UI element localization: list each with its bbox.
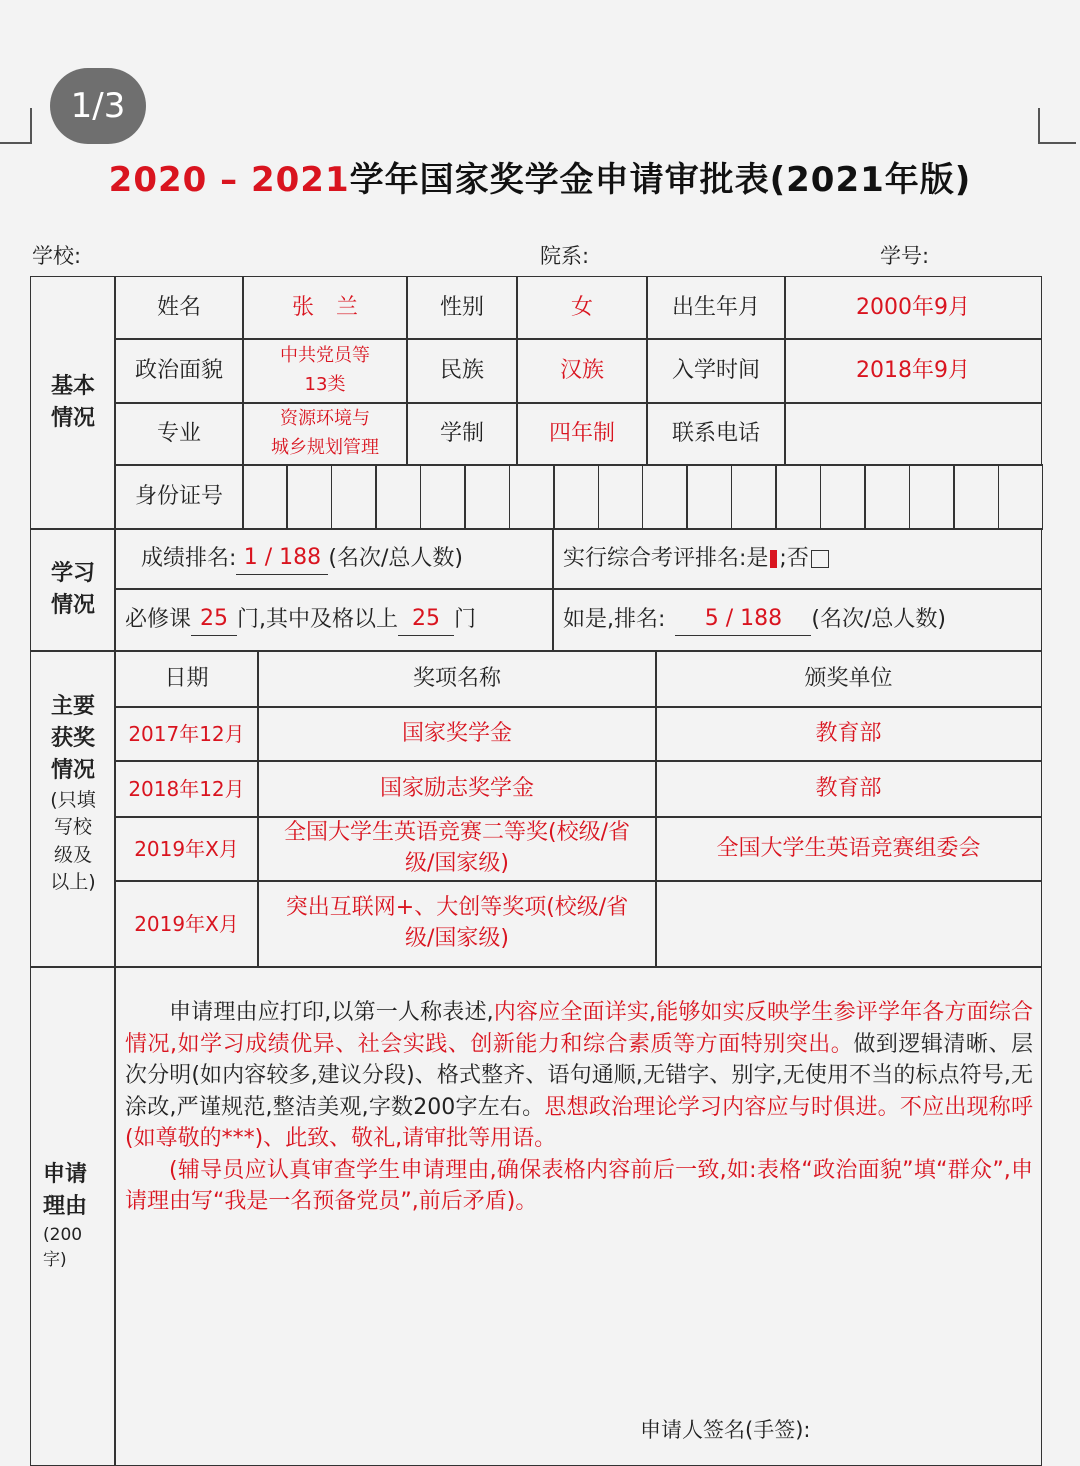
- id-digit-box[interactable]: [331, 464, 377, 530]
- if-yes-label: 如是,排名:: [563, 606, 666, 632]
- major-label: 专业: [114, 402, 244, 466]
- required-unit: 门: [454, 606, 477, 632]
- form-title: [0, 152, 1080, 201]
- signature-label: 申请人签名(手签):: [640, 1418, 811, 1442]
- school-label: 学校:: [32, 244, 82, 268]
- id-digit-box[interactable]: [775, 464, 821, 530]
- reason-text-area[interactable]: [114, 966, 1042, 1466]
- award-row-4-name[interactable]: 突出互联网+、大创等奖项(校级/省级/国家级): [257, 880, 657, 968]
- section-study: [30, 528, 116, 652]
- enroll-label: 入学时间: [646, 338, 786, 404]
- title-text: 学年国家奖学金申请审批表(2021年版): [349, 160, 972, 200]
- passed-count[interactable]: 25: [398, 604, 454, 636]
- section-awards: [30, 650, 116, 968]
- id-digit-box[interactable]: [642, 464, 688, 530]
- award-header-issuer: 颁奖单位: [655, 650, 1042, 708]
- political-value-line1: 中共党员等: [280, 345, 370, 367]
- section-awards-note3: 级及: [53, 843, 92, 866]
- section-basic-line1: 基本: [50, 374, 95, 400]
- id-digit-box[interactable]: [598, 464, 644, 530]
- phone-label: 联系电话: [646, 402, 786, 466]
- required-count[interactable]: 25: [191, 604, 237, 636]
- eval-rank-value[interactable]: 5 / 188: [675, 604, 811, 636]
- student-id-label: 学号:: [880, 244, 930, 268]
- reason-paragraph-1: [125, 997, 1033, 1155]
- award-row-2-issuer[interactable]: 教育部: [655, 760, 1042, 818]
- reason-p1-red1: 内容应全面详实,能够如实反映学生参评学年各方面综合情况,如学习成绩优异、社会实践、创新能力和综合素质等方面特别突出。: [125, 1000, 1033, 1057]
- gender-value[interactable]: 女: [516, 276, 648, 340]
- rank-value[interactable]: 1 / 188: [236, 543, 328, 575]
- eval-rank-cell: [552, 588, 1042, 652]
- application-form: [30, 276, 1042, 1456]
- reason-p1-red2: 思想政治理论学习内容应与时俱进。不应出现称呼(如尊敬的***)、此致、敬礼,请审批等用语。: [125, 1094, 1033, 1151]
- grade-rank-cell: [114, 528, 554, 590]
- id-digit-box[interactable]: [375, 464, 421, 530]
- id-label: 身份证号: [114, 464, 244, 530]
- ethnic-label: 民族: [406, 338, 518, 404]
- id-digit-box[interactable]: [820, 464, 866, 530]
- id-digit-box[interactable]: [864, 464, 910, 530]
- phone-value[interactable]: [784, 402, 1042, 466]
- birth-label: 出生年月: [646, 276, 786, 340]
- page-indicator: 1/3: [50, 68, 146, 144]
- section-awards-note4: 以上): [50, 871, 96, 894]
- id-digit-box[interactable]: [998, 464, 1044, 530]
- name-label: 姓名: [114, 276, 244, 340]
- id-digit-box[interactable]: [909, 464, 955, 530]
- enroll-value[interactable]: 2018年9月: [784, 338, 1042, 404]
- section-awards-line1: 主要: [50, 694, 95, 720]
- eval-no-checkbox[interactable]: [811, 550, 829, 568]
- award-row-3-name[interactable]: 全国大学生英语竞赛二等奖(校级/省级/国家级): [257, 816, 657, 882]
- eval-label: 实行综合考评排名:是: [563, 545, 769, 571]
- required-label: 必修课: [125, 606, 192, 632]
- duration-label: 学制: [406, 402, 518, 466]
- award-row-3-issuer[interactable]: 全国大学生英语竞赛组委会: [655, 816, 1042, 882]
- eval-yes-checkbox[interactable]: [770, 550, 777, 568]
- section-awards-line2: 获奖: [50, 725, 95, 751]
- reason-p1-black2: 做到逻辑清晰、层次分明(如内容较多,建议分段)、格式整齐、语句通顺,无错字、别字,无使用不当的标点符号,无涂改,严谨规范,整洁美观,字数200字左右。: [125, 1031, 1033, 1120]
- section-study-line2: 情况: [50, 593, 95, 618]
- section-reason-note2: 字): [43, 1249, 67, 1270]
- award-row-2-name[interactable]: 国家励志奖学金: [257, 760, 657, 818]
- section-awards-line3: 情况: [50, 757, 95, 783]
- award-header-date: 日期: [114, 650, 259, 708]
- section-reason-line2: 理由: [43, 1194, 88, 1220]
- duration-value[interactable]: 四年制: [516, 402, 648, 466]
- eval-no-label: ;否: [779, 545, 809, 571]
- id-digit-box[interactable]: [731, 464, 777, 530]
- id-digit-box[interactable]: [553, 464, 599, 530]
- section-awards-note1: (只填: [50, 788, 96, 811]
- major-value[interactable]: [242, 402, 408, 466]
- id-digit-box[interactable]: [242, 464, 288, 530]
- political-label: 政治面貌: [114, 338, 244, 404]
- major-value-line1: 资源环境与: [280, 408, 370, 430]
- id-digit-box[interactable]: [686, 464, 732, 530]
- award-row-4-issuer[interactable]: [655, 880, 1042, 968]
- crop-mark-left: [0, 108, 32, 144]
- id-digit-box[interactable]: [509, 464, 555, 530]
- section-basic-line2: 情况: [50, 406, 95, 431]
- crop-mark-right: [1038, 108, 1076, 144]
- award-row-2-date[interactable]: 2018年12月: [114, 760, 259, 818]
- gender-label: 性别: [406, 276, 518, 340]
- eval-cell: [552, 528, 1042, 590]
- political-value[interactable]: [242, 338, 408, 404]
- id-digit-box[interactable]: [286, 464, 332, 530]
- id-digit-box[interactable]: [420, 464, 466, 530]
- required-courses-cell: [114, 588, 554, 652]
- section-reason-note1: (200: [43, 1225, 83, 1246]
- birth-value[interactable]: 2000年9月: [784, 276, 1042, 340]
- name-value[interactable]: 张 兰: [242, 276, 408, 340]
- department-label: 院系:: [540, 244, 590, 268]
- award-row-4-date[interactable]: 2019年X月: [114, 880, 259, 968]
- ethnic-value[interactable]: 汉族: [516, 338, 648, 404]
- reason-p1-black: 申请理由应打印,以第一人称表述,: [169, 1000, 494, 1025]
- major-value-line2: 城乡规划管理: [271, 437, 379, 458]
- section-reason-line1: 申请: [43, 1162, 88, 1188]
- award-row-1-issuer[interactable]: 教育部: [655, 706, 1042, 762]
- award-header-name: 奖项名称: [257, 650, 657, 708]
- section-basic: [30, 276, 116, 530]
- award-row-1-name[interactable]: 国家奖学金: [257, 706, 657, 762]
- id-digit-box[interactable]: [464, 464, 510, 530]
- rank-note: (名次/总人数): [328, 545, 464, 571]
- award-row-1-date[interactable]: 2017年12月: [114, 706, 259, 762]
- section-study-line1: 学习: [50, 561, 95, 587]
- rank-label: 成绩排名:: [141, 545, 237, 571]
- section-awards-note2: 写校: [53, 816, 92, 839]
- required-mid: 门,其中及格以上: [237, 606, 399, 632]
- eval-rank-note: (名次/总人数): [811, 606, 946, 632]
- award-row-3-date[interactable]: 2019年X月: [114, 816, 259, 882]
- section-reason: [30, 966, 116, 1466]
- title-year-range: 2020 – 2021: [108, 160, 350, 200]
- political-value-line2: 13类: [304, 374, 346, 395]
- id-digit-box[interactable]: [953, 464, 999, 530]
- reason-paragraph-2: (辅导员应认真审查学生申请理由,确保表格内容前后一致,如:表格“政治面貌”填“群众”,申请理由写“我是一名预备党员”,前后矛盾)。: [125, 1157, 1033, 1214]
